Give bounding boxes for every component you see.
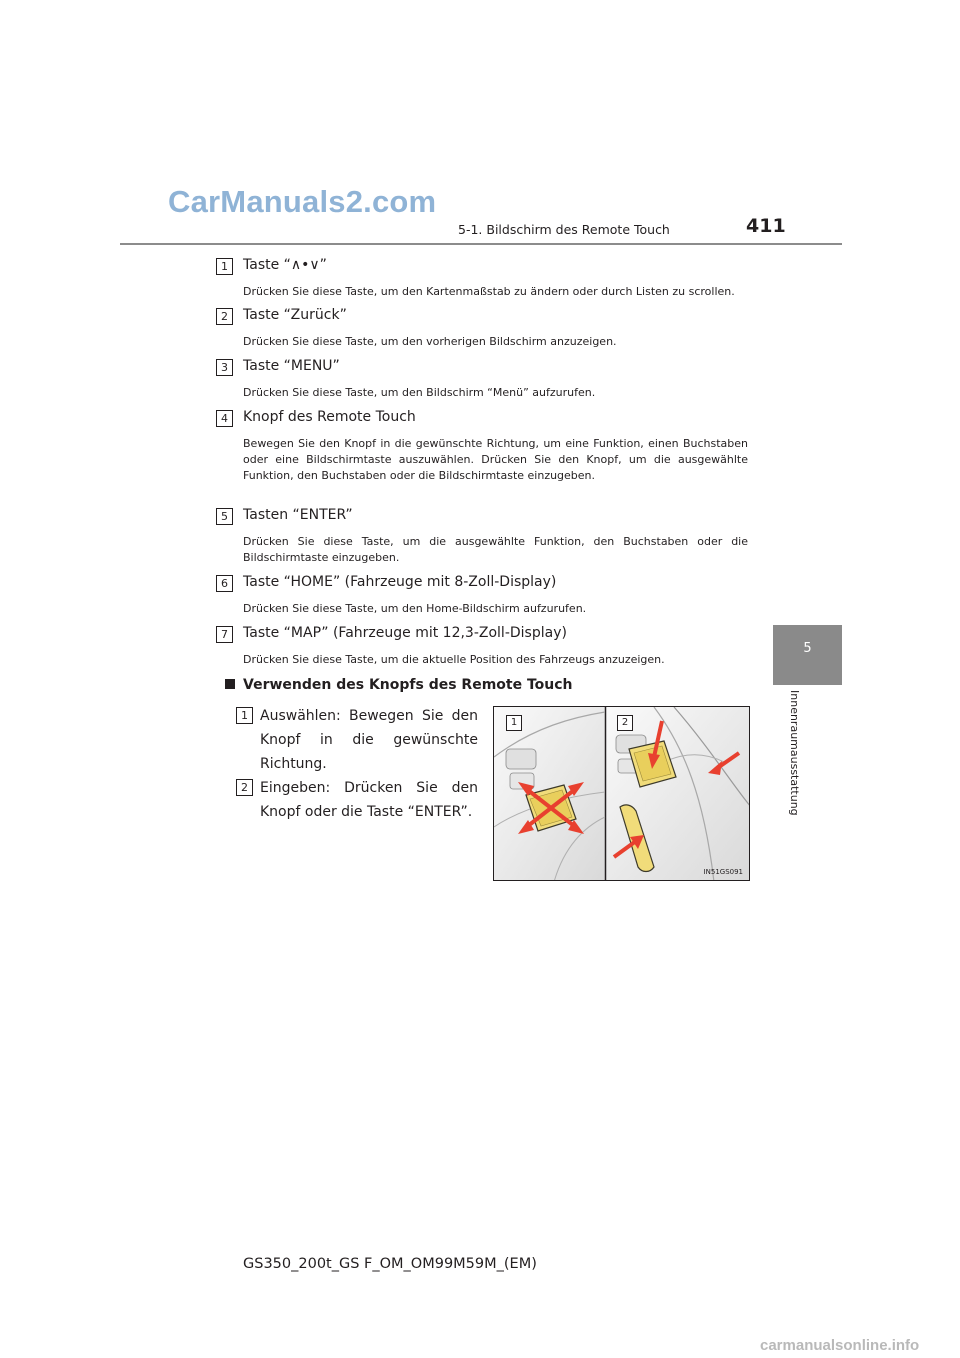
item-number-badge: 3 [216, 359, 233, 376]
watermark-logo: CarManuals2.com [168, 184, 437, 219]
step-number-badge: 2 [236, 779, 253, 796]
item-title: Taste “Zurück” [243, 307, 347, 323]
illustration-code: IN51GS091 [703, 868, 743, 876]
subsection-heading-text: Verwenden des Knopfs des Remote Touch [243, 677, 573, 693]
item-description: Drücken Sie diese Taste, um den Home-Bildschirm aufzurufen. [243, 602, 587, 615]
illustration-badge-1: 1 [506, 715, 522, 731]
remote-touch-illustration [493, 706, 750, 881]
illustration-badge-2: 2 [617, 715, 633, 731]
item-title: Tasten “ENTER” [243, 507, 353, 523]
step-text: Eingeben: Drücken Sie den Knopf oder die Taste “ENTER”. [260, 780, 478, 820]
watermark-bottom: carmanualsonline.info [760, 1337, 920, 1354]
item-title: Taste “MAP” (Fahrzeuge mit 12,3-Zoll-Display) [243, 625, 567, 641]
section-header: 5-1. Bildschirm des Remote Touch [458, 222, 670, 237]
item-title: Taste “∧•∨” [243, 257, 327, 273]
chapter-label-text: Innenraumausstattung [788, 690, 801, 816]
header-divider [120, 243, 842, 245]
step-number-badge: 1 [236, 707, 253, 724]
item-number-badge: 7 [216, 626, 233, 643]
item-number-badge: 6 [216, 575, 233, 592]
item-title: Knopf des Remote Touch [243, 409, 416, 425]
chapter-label [788, 690, 802, 820]
item-number-badge: 4 [216, 410, 233, 427]
item-number-badge: 1 [216, 258, 233, 275]
item-description: Drücken Sie diese Taste, um den vorherigen Bildschirm anzuzeigen. [243, 335, 617, 348]
footer-document-code: GS350_200t_GS F_OM_OM99M59M_(EM) [243, 1256, 537, 1272]
item-description: Bewegen Sie den Knopf in die gewünschte Richtung, um eine Funktion, einen Buchstaben oder eine Bildschirmtaste auszuwählen. Drücken Sie den Knopf, um die ausgewählte Funktion, den Buchstaben oder die Bildschirmtaste einzugeben. [243, 437, 748, 482]
item-title: Taste “MENU” [243, 358, 340, 374]
item-number-badge: 5 [216, 508, 233, 525]
page-number: 411 [746, 215, 786, 237]
subsection-heading [225, 677, 573, 693]
chapter-number: 5 [803, 641, 812, 656]
square-bullet-icon [225, 679, 235, 689]
step-text: Auswählen: Bewegen Sie den Knopf in die gewünschte Richtung. [260, 708, 478, 772]
item-description: Drücken Sie diese Taste, um den Kartenmaßstab zu ändern oder durch Listen zu scrollen. [243, 285, 735, 298]
item-description: Drücken Sie diese Taste, um die ausgewählte Funktion, den Buchstaben oder die Bildschirmtaste einzugeben. [243, 535, 748, 564]
item-title: Taste “HOME” (Fahrzeuge mit 8-Zoll-Display) [243, 574, 557, 590]
item-description: Drücken Sie diese Taste, um den Bildschirm “Menü” aufzurufen. [243, 386, 596, 399]
item-description: Drücken Sie diese Taste, um die aktuelle Position des Fahrzeugs anzuzeigen. [243, 653, 665, 666]
item-number-badge: 2 [216, 308, 233, 325]
remote-touch-drawing [494, 707, 750, 881]
